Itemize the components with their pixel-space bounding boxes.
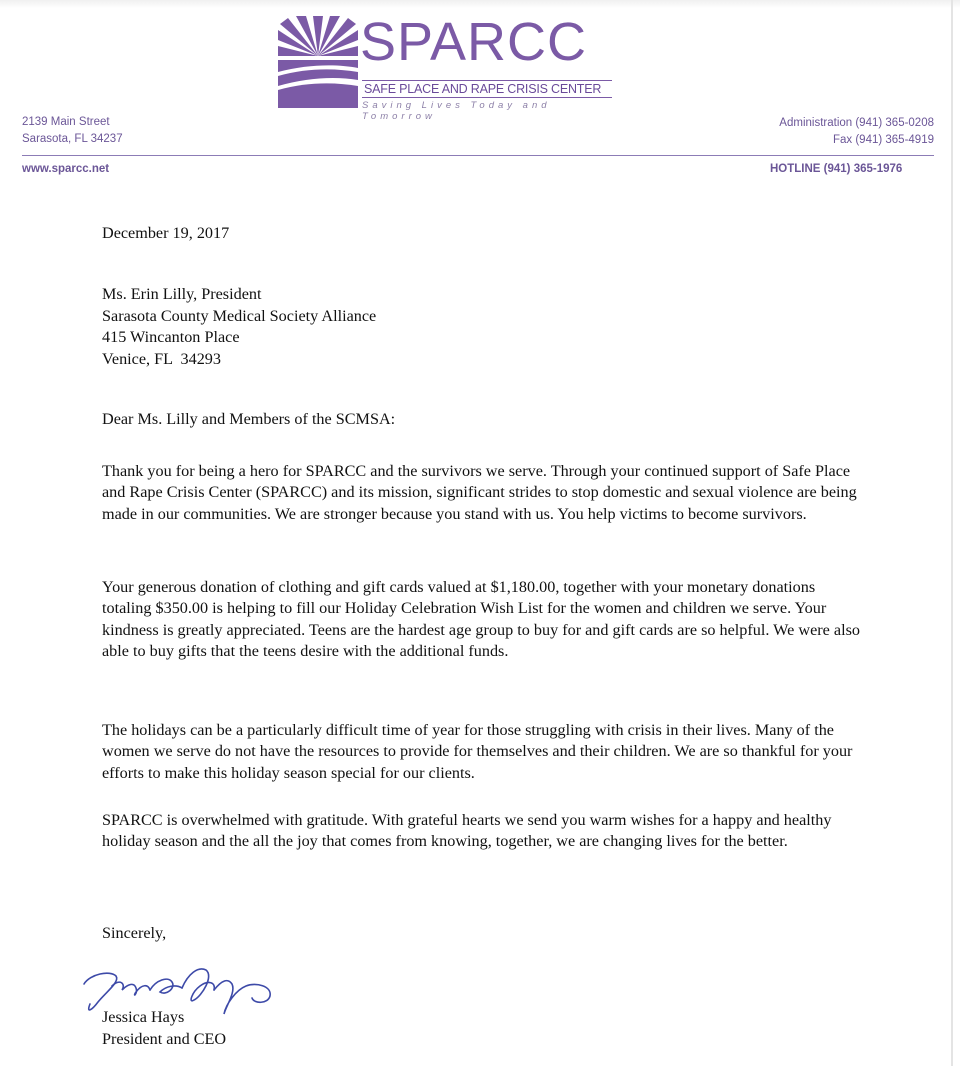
page-top-edge [0,0,960,8]
recipient-line: Sarasota County Medical Society Alliance [102,306,377,325]
admin-phone: Administration (941) 365-0208 [779,117,934,129]
org-short-name: SPARCC [360,12,588,72]
body-paragraph-1: Thank you for being a hero for SPARCC and the survivors we serve. Through your continued support of Safe Place and Rape Crisis Center (SPARCC) and its mission, significant strides to stop domestic and sexual violence are being made in our communities. We are stronger because you stand with us. You help victims to become survivors. [102,462,857,523]
closing: Sincerely, [102,924,167,942]
recipient-address [102,284,376,370]
body-paragraph-4: SPARCC is overwhelmed with gratitude. With grateful hearts we send you warm wishes for a happy and healthy holiday season and the all the joy that comes from knowing, together, we are changing lives for the better. [102,811,832,851]
page-right-edge [951,0,953,1066]
address-line-2: Sarasota, FL 34237 [22,133,123,145]
address-line-1: 2139 Main Street [22,116,110,128]
hotline-number: HOTLINE (941) 365-1976 [770,163,903,175]
org-full-name: SAFE PLACE AND RAPE CRISIS CENTER [362,80,612,98]
recipient-line: 415 Wincanton Place [102,328,240,346]
letterhead-divider [22,155,934,156]
website-link[interactable]: www.sparcc.net [22,163,110,175]
signer-title: President and CEO [102,1030,227,1048]
salutation: Dear Ms. Lilly and Members of the SCMSA: [102,410,396,428]
fax-number: Fax (941) 365-4919 [832,134,934,146]
signer-name: Jessica Hays [102,1008,185,1026]
recipient-line: Ms. Erin Lilly, President [102,285,262,303]
letter-date: December 19, 2017 [102,224,230,242]
sparcc-logo [278,12,618,122]
body-paragraph-3: The holidays can be a particularly difficult time of year for those struggling with crisis in their lives. Many of the women we serve do not have the resources to provide for themselves and their children. We are so thankful for your efforts to make this holiday season special for our clients. [102,721,853,782]
body-paragraph-2: Your generous donation of clothing and gift cards valued at $1,180.00, together with your monetary donations totaling $350.00 is helping to fill our Holiday Celebration Wish List for the women and children we serve. Your kindness is greatly appreciated. Teens are the hardest age group to buy for and gift cards are so helpful. We were also able to buy gifts that the teens desire with the additional funds. [102,578,860,660]
org-tagline: Saving Lives Today and Tomorrow [362,100,551,122]
sunburst-icon [278,16,358,108]
recipient-line: Venice, FL 34293 [102,349,221,368]
